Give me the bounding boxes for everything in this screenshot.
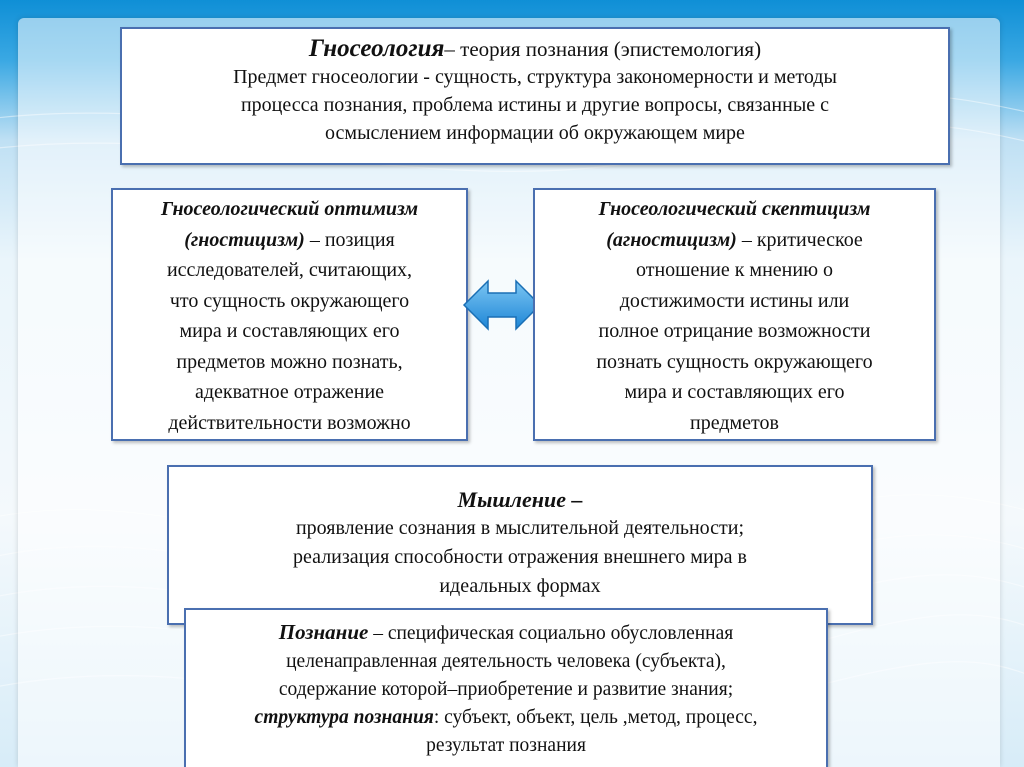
- skepticism-term: Гносеологический скептицизм: [598, 198, 871, 220]
- thinking-term: Мышление –: [457, 487, 583, 512]
- cognition-structure-term: структура познания: [254, 707, 434, 728]
- cognition-line-5: результат познания: [426, 735, 586, 756]
- thinking-box: [167, 465, 873, 625]
- optimism-line-3: мира и составляющих его: [179, 320, 400, 342]
- skepticism-line-4: познать сущность окружающего: [596, 350, 873, 373]
- thinking-line-2: реализация способности отражения внешнего мира в: [293, 546, 747, 568]
- optimism-box: [111, 188, 468, 441]
- gnoseology-subject-line-1: Предмет гносеологии - сущность, структура закономерности и методы: [233, 66, 837, 88]
- optimism-line-5: адекватное отражение: [194, 381, 385, 403]
- cognition-box: [184, 608, 828, 767]
- thinking-line-3: идеальных формах: [439, 575, 601, 597]
- gnoseology-subject-line-2: процесса познания, проблема истины и другие вопросы, связанные с: [240, 94, 830, 116]
- cognition-tail: – специфическая социально обусловленная: [368, 623, 734, 644]
- cognition-term: Познание: [278, 620, 369, 644]
- cognition-line-2: целенаправленная деятельность человека (субъекта),: [286, 651, 726, 672]
- gnoseology-definition: – теория познания (эпистемология): [444, 37, 762, 61]
- skepticism-term-line-2: [545, 225, 924, 256]
- cognition-line-4: [196, 704, 816, 732]
- skepticism-tail: – критическое: [736, 228, 863, 251]
- skepticism-box: [533, 188, 936, 441]
- gnoseology-box: [120, 27, 950, 165]
- optimism-line-4: предметов можно познать,: [176, 350, 403, 373]
- optimism-line-1: исследователей, считающих,: [166, 259, 413, 281]
- skepticism-line-2: достижимости истины или: [619, 289, 850, 312]
- cognition-line-1: [196, 618, 816, 648]
- skepticism-line-5: мира и составляющих его: [624, 381, 845, 403]
- optimism-tail: – позиция: [304, 228, 395, 251]
- skepticism-term-alt: (агностицизм): [606, 228, 737, 251]
- double-arrow-icon: [462, 277, 542, 333]
- optimism-term: Гносеологический оптимизм: [160, 198, 419, 220]
- skepticism-line-6: предметов: [690, 411, 779, 434]
- optimism-line-2: что сущность окружающего: [169, 289, 410, 312]
- skepticism-line-1: отношение к мнению о: [635, 259, 834, 281]
- gnoseology-subject-line-3: осмыслением информации об окружающем мире: [325, 122, 745, 144]
- thinking-line-1: проявление сознания в мыслительной деятельности;: [295, 517, 745, 539]
- optimism-term-line-2: [123, 225, 456, 256]
- gnoseology-term: Гносеология: [308, 35, 445, 62]
- optimism-line-6: действительности возможно: [168, 411, 411, 434]
- skepticism-line-3: полное отрицание возможности: [598, 320, 871, 342]
- optimism-term-alt: (гностицизм): [184, 228, 305, 251]
- cognition-structure-tail: : субъект, объект, цель ,метод, процесс,: [433, 707, 758, 728]
- cognition-line-3: содержание которой–приобретение и развитие знания;: [278, 679, 734, 700]
- gnoseology-title-line: [132, 35, 938, 63]
